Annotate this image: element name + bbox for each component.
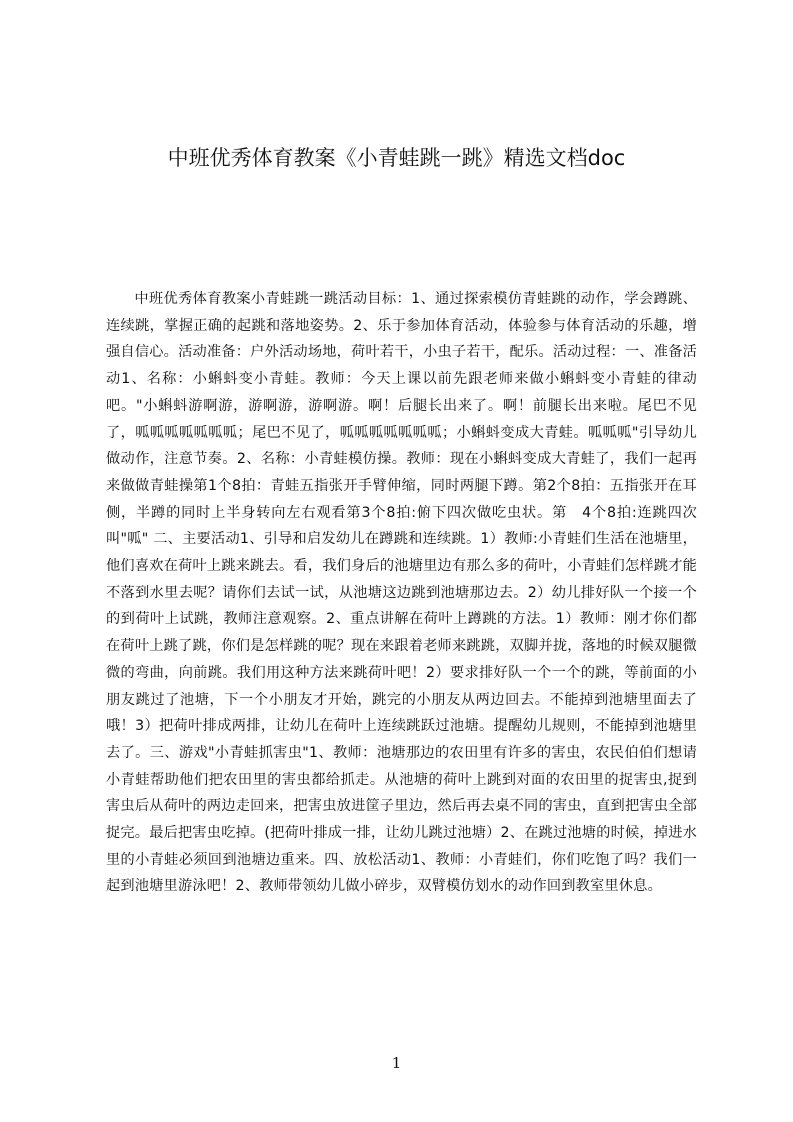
document-title: 中班优秀体育教案《小青蛙跳一跳》精选文档doc <box>167 146 626 170</box>
document-body-paragraph: 中班优秀体育教案小青蛙跳一跳活动目标：1、通过探索模仿青蛙跳的动作，学会蹲跳、连续跳，掌握正确的起跳和落地姿势。2、乐于参加体育活动，体验参与体育活动的乐趣，增强自信心。活动准备：户外活动场地，荷叶若干，小虫子若干，配乐。活动过程：一、准备活动1、名称：小蝌蚪变小青蛙。教师：今天上课以前先跟老师来做小蝌蚪变小青蛙的律动吧。"小蝌蚪游啊游，游啊游，游啊游。啊！后腿长出来了。啊！前腿长出来啦。尾巴不见了，呱呱呱呱呱呱呱；尾巴不见了，呱呱呱呱呱呱呱；小蝌蚪变成大青蛙。呱呱呱"引导幼儿做动作，注意节奏。2、名称：小青蛙模仿操。教师：现在小蝌蚪变成大青蛙了，我们一起再来做做青蛙操第1个8拍：青蛙五指张开手臂伸缩，同时两腿下蹲。第2个8拍：五指张开在耳侧，半蹲的同时上半身转向左右观看第3个8拍:俯下四次做吃虫状。第 4个8拍:连跳四次叫"呱" 二、主要活动1、引导和启发幼儿在蹲跳和连续跳。1）教师:小青蛙们生活在池塘里，他们喜欢在荷叶上跳来跳去。看，我们身后的池塘里边有那么多的荷叶，小青蛙们怎样跳才能不落到水里去呢？请你们去试一试，从池塘这边跳到池塘那边去。2）幼儿排好队一个接一个的到荷叶上试跳，教师注意观察。2、重点讲解在荷叶上蹲跳的方法。1）教师：刚才你们都在荷叶上跳了跳，你们是怎样跳的呢？现在来跟着老师来跳跳，双脚并拢，落地的时候双腿微微的弯曲，向前跳。我们用这种方法来跳荷叶吧！2）要求排好队一个一个的跳，等前面的小朋友跳过了池塘，下一个小朋友才开始，跳完的小朋友从两边回去。不能掉到池塘里面去了哦！3）把荷叶排成两排，让幼儿在荷叶上连续跳跃过池塘。提醒幼儿规则，不能掉到池塘里去了。三、游戏"小青蛙抓害虫"1、教师：池塘那边的农田里有许多的害虫，农民伯伯们想请小青蛙帮助他们把农田里的害虫都给抓走。从池塘的荷叶上跳到对面的农田里的捉害虫,捉到害虫后从荷叶的两边走回来，把害虫放进筐子里边，然后再去桌不同的害虫，直到把害虫全部捉完。最后把害虫吃掉。(把荷叶排成一排，让幼儿跳过池塘）2、在跳过池塘的时候，掉进水里的小青蛙必须回到池塘边重来。四、放松活动1、教师：小青蛙们，你们吃饱了吗？我们一起到池塘里游泳吧！2、教师带领幼儿做小碎步，双臂模仿划水的动作回到教室里休息。 <box>106 291 697 895</box>
page-number: 1 <box>391 1054 402 1072</box>
